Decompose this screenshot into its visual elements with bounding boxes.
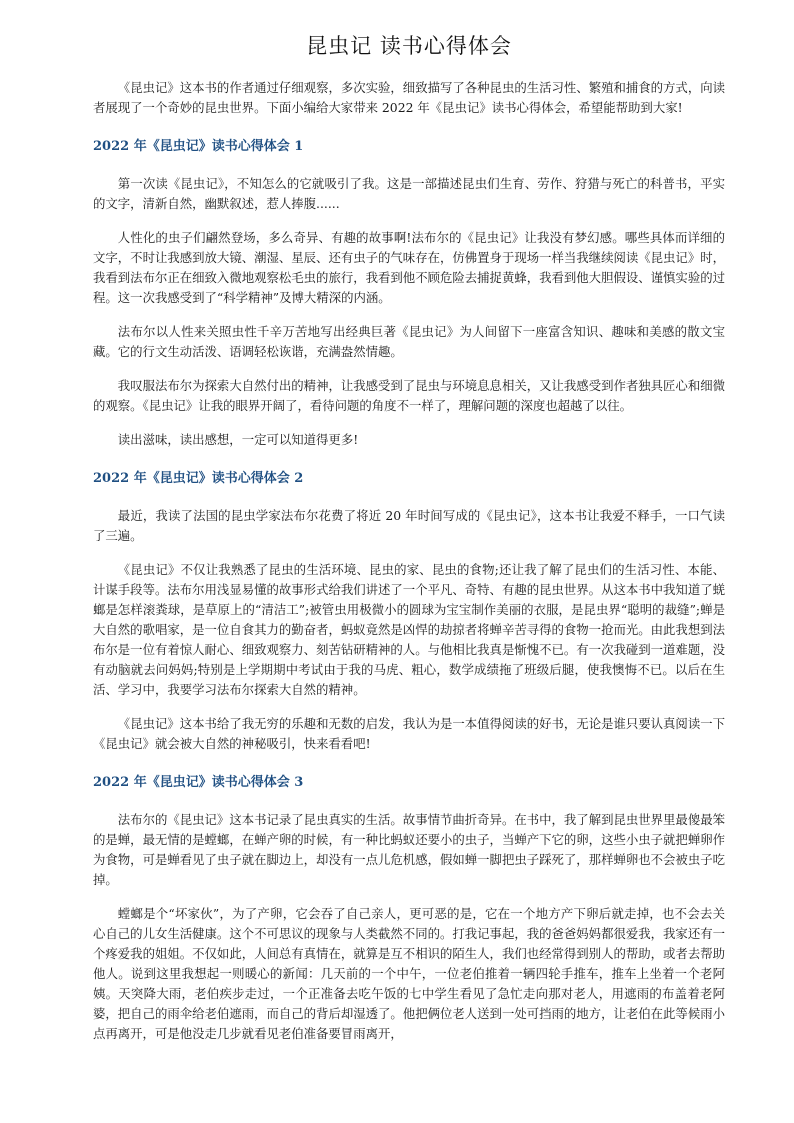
section-heading-2: 2022 年《昆虫记》读书心得体会 2 — [93, 471, 304, 486]
paragraph: 法布尔以人性来关照虫性千辛万苦地写出经典巨著《昆虫记》为人间留下一座富含知识、趣味和美感的散文宝藏。它的行文生动活泼、语调轻松诙谐，充满盎然情趣。 — [93, 324, 725, 359]
paragraph: 法布尔的《昆虫记》这本书记录了昆虫真实的生活。故事情节曲折奇异。在书中，我了解到昆虫世界里最傻最笨的是蝉，最无情的是螳螂，在蝉产卵的时候，有一种比蚂蚁还要小的虫子，当蝉产下它的卵，这些小虫子就把蝉卵作为食物，可是蝉看见了虫子就在脚边上，却没有一点儿危机感，假如蝉一脚把虫子踩死了，那样蝉卵也不会被虫子吃掉。 — [93, 812, 725, 887]
document-page — [93, 30, 725, 1044]
paragraph: 我叹服法布尔为探索大自然付出的精神，让我感受到了昆虫与环境息息相关，又让我感受到作者独具匠心和细微的观察。《昆虫记》让我的眼界开阔了，看待问题的角度不一样了，理解问题的深度也超越了以往。 — [93, 378, 725, 413]
paragraph: 《昆虫记》不仅让我熟悉了昆虫的生活环境、昆虫的家、昆虫的食物;还让我了解了昆虫们的生活习性、本能、计谋手段等。法布尔用浅显易懂的故事形式给我们讲述了一个平凡、奇特、有趣的昆虫世界。从这本书中我知道了蜣螂是怎样滚粪球，是草原上的“清洁工”;被管虫用极微小的圆球为宝宝制作美丽的衣服，是昆虫界“聪明的裁缝”;蝉是大自然的歌唱家，是一位自食其力的勤奋者，蚂蚁竟然是凶悍的劫掠者将蝉辛苦寻得的食物一抢而光。由此我想到法布尔是一位有着惊人耐心、细致观察力、刻苦钻研精神的人。与他相比我真是惭愧不已。有一次我碰到一道难题，没有动脑就去问妈妈;特别是上学期期中考试由于我的马虎、粗心，数学成绩拖了班级后腿，使我懊悔不已。以后在生活、学习中，我要学习法布尔探索大自然的精神。 — [93, 562, 725, 697]
paragraph: 第一次读《昆虫记》，不知怎么的它就吸引了我。这是一部描述昆虫们生育、劳作、狩猎与死亡的科普书，平实的文字，清新自然，幽默叙述，惹人捧腹...... — [93, 176, 725, 211]
paragraph: 最近，我读了法国的昆虫学家法布尔花费了将近 20 年时间写成的《昆虫记》，这本书让我爱不释手，一口气读了三遍。 — [93, 508, 725, 543]
paragraph: 螳螂是个“坏家伙”，为了产卵，它会吞了自己亲人，更可恶的是，它在一个地方产下卵后就走掉，也不会去关心自己的儿女生活健康。这个不可思议的现象与人类截然不同的。打我记事起，我的爸爸妈妈都很爱我，我家还有一个疼爱我的姐姐。不仅如此，人间总有真情在，就算是互不相识的陌生人，我们也经常得到别人的帮助，或者去帮助他人。说到这里我想起一则暖心的新闻：几天前的一个中午，一位老伯推着一辆四轮手推车，推车上坐着一个老阿姨。天突降大雨，老伯疾步走过，一个正准备去吃午饭的七中学生看见了急忙走向那对老人，用遮雨的布盖着老阿婆，把自己的雨伞给老伯遮雨，而自己的背后却湿透了。他把俩位老人送到一处可挡雨的地方，让老伯在此等候雨小点再离开，可是他没走几步就看见老伯准备要冒雨离开， — [93, 906, 725, 1041]
section-heading-3: 2022 年《昆虫记》读书心得体会 3 — [93, 775, 304, 790]
page-title: 昆虫记 读书心得体会 — [306, 34, 512, 58]
paragraph: 读出滋味，读出感想，一定可以知道得更多! — [117, 432, 359, 447]
section-heading-1: 2022 年《昆虫记》读书心得体会 1 — [93, 139, 304, 154]
intro-paragraph: 《昆虫记》这本书的作者通过仔细观察，多次实验，细致描写了各种昆虫的生活习性、繁殖和捕食的方式，向读者展现了一个奇妙的昆虫世界。下面小编给大家带来 2022 年《昆虫记》读书心得体会，希望能帮助到大家! — [93, 80, 725, 115]
paragraph: 人性化的虫子们翩然登场，多么奇异、有趣的故事啊!法布尔的《昆虫记》让我没有梦幻感。哪些具体而详细的文字，不时让我感到放大镜、潮湿、星辰、还有虫子的气味存在，仿佛置身于现场一样当我继续阅读《昆虫记》时，我看到法布尔正在细致入微地观察松毛虫的旅行，我看到他不顾危险去捕捉黄蜂，我看到他大胆假设、谨慎实验的过程。这一次我感受到了“科学精神”及博大精深的内涵。 — [93, 230, 725, 305]
paragraph: 《昆虫记》这本书给了我无穷的乐趣和无数的启发，我认为是一本值得阅读的好书，无论是谁只要认真阅读一下《昆虫记》就会被大自然的神秘吸引，快来看看吧! — [93, 716, 725, 751]
